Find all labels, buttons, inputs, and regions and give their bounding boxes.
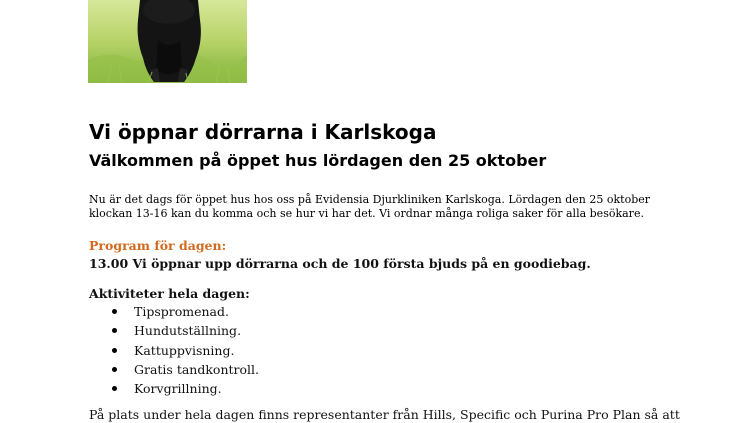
dog-photo bbox=[88, 0, 247, 83]
bullet-icon bbox=[112, 328, 117, 333]
program-heading: Program för dagen: bbox=[89, 238, 227, 253]
page-subtitle: Välkommen på öppet hus lördagen den 25 oktober bbox=[89, 151, 547, 170]
list-item-label: Gratis tandkontroll. bbox=[134, 361, 259, 377]
bullet-icon bbox=[112, 386, 117, 391]
list-item-label: Tipspromenad. bbox=[134, 304, 229, 319]
intro-paragraph bbox=[89, 193, 689, 221]
footer-paragraph: På plats under hela dagen finns representanter från Hills, Specific och Purina Pro Plan så att bbox=[89, 407, 680, 422]
list-item-label: Kattuppvisning. bbox=[134, 342, 235, 358]
bullet-icon bbox=[112, 367, 117, 372]
list-item-label: Korvgrillning. bbox=[134, 381, 222, 397]
bullet-icon bbox=[112, 309, 117, 314]
bullet-icon bbox=[112, 348, 117, 353]
page-title: Vi öppnar dörrarna i Karlskoga bbox=[89, 120, 437, 144]
intro-line-1: Nu är det dags för öppet hus hos oss på Evidensia Djurkliniken Karlskoga. Lördagen den 25 oktober bbox=[89, 193, 651, 206]
program-text: 13.00 Vi öppnar upp dörrarna och de 100 första bjuds på en goodiebag. bbox=[89, 256, 591, 271]
dog-photo-graphic bbox=[88, 0, 247, 83]
activities-heading: Aktiviteter hela dagen: bbox=[89, 286, 250, 301]
intro-line-2: klockan 13-16 kan du komma och se hur vi har det. Vi ordnar många roliga saker för alla besökare. bbox=[89, 207, 644, 220]
list-item-label: Hundutställning. bbox=[134, 323, 242, 339]
